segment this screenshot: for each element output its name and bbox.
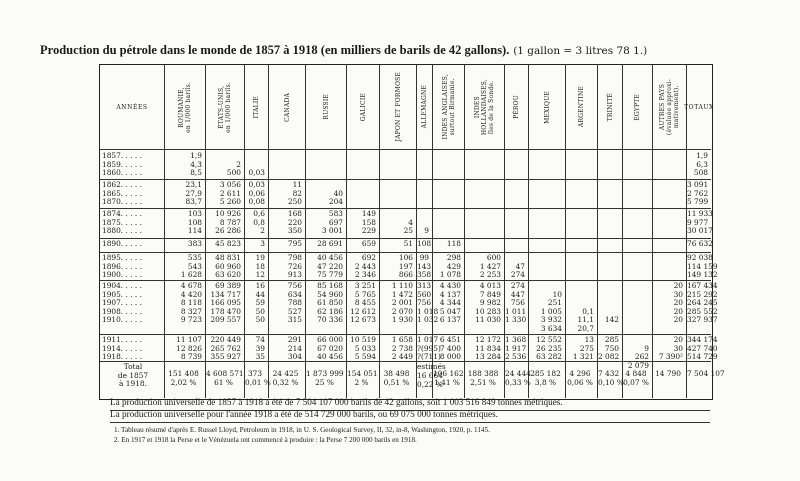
- table-cell: 9: [424, 226, 429, 235]
- column-header: [505, 65, 528, 149]
- table-cell: 4 678 4 420 8 118 8 327 9 723: [180, 281, 202, 324]
- table-cell: 756 634 788 527 315: [287, 281, 302, 324]
- year-cell: Total de 1857 à 1918.: [117, 362, 149, 388]
- table-cell: 23,1 27,9 83,7: [185, 180, 202, 206]
- column-header-label: MEXIQUE: [543, 90, 551, 124]
- table-cell: 85 168 54 960 61 850 62 186 70 336: [317, 281, 343, 324]
- column-header: [465, 65, 504, 149]
- title-main: Production du pétrole dans le monde de 1857 à 1918 (en milliers de barils de 42 gallons).: [40, 43, 510, 57]
- table-cell: 1 368 1 917 2 536: [505, 335, 527, 361]
- table-cell: 16 44 59 50 50: [255, 281, 265, 324]
- column-header: [598, 65, 622, 149]
- table-cell: 10 251 1 005 3 932 3 634: [540, 289, 562, 333]
- table-cell: 38 498 0,51 %: [383, 369, 410, 387]
- table-cell: 12 552 26 235 63 282: [536, 335, 562, 361]
- summary-line-2: La production universelle pour l'année 1918 a été de 514 729 000 barils, ou 69 075 000 tonnes métriques.: [110, 409, 498, 419]
- table-cell: 4 25: [403, 217, 413, 235]
- table-cell: 20 30 20 20 20: [673, 281, 683, 324]
- footnote-2: 2. En 1917 et 1918 la Perse et le Vénézuela ont commencé à produire : la Perse 7 200 000 barils en 1918.: [114, 436, 417, 444]
- table-cell: 344 174 427 740 514 729: [687, 335, 718, 361]
- table-cell: 13 275 1 321: [572, 335, 594, 361]
- table-cell: 11 933 9 977 30 017: [687, 209, 713, 235]
- table-cell: 1 017 ?(995) ?(711): [417, 335, 441, 361]
- table-cell: 3: [260, 239, 265, 248]
- table-cell: 12 172 11 834 13 284: [475, 335, 501, 361]
- table-cell: 2 500: [226, 159, 241, 177]
- table-cell: 3 251 5 765 8 455 12 612 12 673: [350, 281, 376, 324]
- year-cell: 1911. . . . . 1914. . . . . 1918. . . . .: [102, 335, 142, 361]
- column-header-label: GALICIE: [359, 92, 367, 122]
- table-cell: 1 110 1 472 2 001 2 070 1 930: [391, 281, 413, 324]
- column-header-label: JAPON ET FORMOSE: [394, 72, 402, 142]
- table-cell: 168 220 350: [287, 209, 302, 235]
- table-cell: 188 388 2,51 %: [467, 369, 499, 387]
- table-cell: 220 449 265 762 355 927: [210, 335, 241, 361]
- table-cell: 11 82 250: [287, 180, 302, 206]
- column-header-label: ÉGYPTE: [634, 93, 641, 121]
- table-cell: 51: [403, 239, 413, 248]
- column-header: [433, 65, 464, 149]
- column-header-label: AUTRES PAYS (évaluée approxi- mativement).: [659, 78, 680, 136]
- column-header: [245, 65, 268, 149]
- summary-line-1: La production universelle de 1857 à 1918 a été de 7 504 107 000 barils de 42 gallons, soit 1 003 516 849 tonnes métriques.: [110, 397, 563, 407]
- table-cell: 4 296 0,06 %: [567, 369, 593, 387]
- table-cell: 154 051 2 %: [347, 369, 378, 387]
- table-cell: 103 108 114: [187, 209, 202, 235]
- table-cell: 149 158 229: [361, 209, 376, 235]
- table-cell: 45 823: [215, 239, 241, 248]
- column-header: [529, 65, 565, 149]
- table-cell: 1,9 4,3 8,5: [190, 151, 202, 177]
- footnote-divider: [110, 422, 710, 423]
- column-header: [347, 65, 379, 149]
- table-cell: 20 30 7 390²: [658, 335, 683, 361]
- title-note: (1 gallon = 3 litres 78 1.): [513, 45, 648, 57]
- column-header: [623, 65, 652, 149]
- table-cell: 11 107 12 826 8 739: [176, 335, 202, 361]
- table-cell: 47 274: [510, 261, 525, 279]
- table-cell: 600 1 427 2 253: [479, 253, 501, 279]
- table-cell: 0,6 0,8 2: [253, 209, 265, 235]
- table-cell: 298 429 1 078: [439, 253, 461, 279]
- table-cell: 69 389 134 717 166 095 178 470 209 557: [210, 281, 241, 324]
- table-cell: 14 790: [655, 369, 681, 378]
- table-cell: 7 504 107: [687, 369, 725, 378]
- column-header-label: ÉTATS-UNIS, en 1/000 barils.: [218, 81, 232, 133]
- table-cell: 66 000 67 020 40 456: [317, 335, 343, 361]
- table-cell: 3 056 2 611 5 260: [219, 180, 241, 206]
- table-cell: 10 519 5 033 5 594: [350, 335, 376, 361]
- table-cell: 40 456 47 220 75 779: [317, 253, 343, 279]
- year-cell: 1895. . . . . 1896. . . . . 1900. . . . .: [102, 253, 142, 279]
- page-title: [40, 43, 800, 58]
- table-cell: 535 543 1 628: [180, 253, 202, 279]
- year-cell: 1874. . . . . 1875. . . . . 1880. . . . .: [102, 209, 142, 235]
- table-cell: estimés 16 664 0,22 %: [417, 362, 446, 389]
- table-cell: 108: [417, 239, 432, 248]
- column-header: [165, 65, 205, 149]
- table-cell: 373 0,01 %: [245, 369, 271, 387]
- column-header: [100, 65, 164, 149]
- column-header: [653, 65, 686, 149]
- table-cell: 7 432 0,10 %: [598, 369, 624, 387]
- table-cell: 1 873 999 25 %: [306, 369, 344, 387]
- table-cell: 106 197 866: [398, 253, 413, 279]
- column-header: [269, 65, 305, 149]
- table-cell: 285 182 3,8 %: [530, 369, 561, 387]
- year-cell: 1862. . . . . 1865. . . . . 1870. . . . .: [102, 180, 142, 206]
- table-cell: 99 143 358: [417, 253, 432, 279]
- table-cell: 92 038 114 159 149 132: [687, 253, 718, 279]
- column-header-label: INDES HOLLANDAISES, îles de la Sonde.: [474, 78, 495, 136]
- column-header: [306, 65, 346, 149]
- table-cell: 118: [446, 239, 461, 248]
- table-cell: 4 430 4 137 4 344 5 047 6 137: [439, 281, 461, 324]
- year-cell: 1890. . . . .: [102, 239, 142, 248]
- column-header-label: ITALIE: [253, 95, 260, 119]
- table-cell: 1,9 6,3 508: [693, 151, 708, 177]
- table-cell: 659: [361, 239, 376, 248]
- table-cell: 0,1 11,1 20,7: [577, 306, 594, 333]
- table-cell: 19 18 12: [255, 253, 265, 279]
- table-cell: 76 632: [687, 239, 713, 248]
- table-cell: 142: [604, 315, 619, 324]
- column-header: [566, 65, 597, 149]
- column-header-label: CANADA: [283, 92, 291, 122]
- table-cell: 6 451 7 400 8 000: [439, 335, 461, 361]
- table-cell: 3 091 2 762 5 799: [687, 180, 709, 206]
- column-header-label: ARGENTINE: [578, 86, 585, 128]
- table-cell: 48 831 60 960 63 620: [215, 253, 241, 279]
- year-cell: 1904. . . . . 1905. . . . . 1907. . . . . 1908. . . . . 1910. . . . .: [102, 281, 142, 324]
- table-cell: 313 560 756 1 018 1 032: [417, 281, 439, 324]
- column-header-label: ROUMANIE, en 1/000 barils.: [178, 81, 192, 133]
- table-cell: 583 697 3 001: [321, 209, 343, 235]
- table-cell: 40 204: [328, 188, 343, 206]
- table-cell: 692 2 443 2 346: [354, 253, 376, 279]
- column-header-label: TOTAUX: [684, 103, 714, 111]
- table-cell: 798 726 913: [287, 253, 302, 279]
- table-cell: 4 013 7 849 9 982 10 283 11 030: [475, 281, 501, 324]
- column-header-label: PÉROU: [513, 95, 520, 119]
- table-cell: 9 262 2 079: [627, 343, 649, 370]
- column-header: [206, 65, 244, 149]
- table-cell: 285 750 2 082: [598, 335, 620, 361]
- column-header-label: INDES ANGLAISES, surtout Birmanie.: [441, 74, 456, 140]
- table-cell: 795: [287, 239, 302, 248]
- column-header-label: TRINITÉ: [606, 92, 614, 122]
- column-header-label: RUSSIE: [322, 94, 330, 120]
- table-cell: 167 434 215 292 264 245 285 552 327 937: [687, 281, 718, 324]
- table-cell: 0,03: [248, 168, 265, 177]
- row-divider: [99, 149, 711, 150]
- table-cell: 0,03 0,06 0,08: [248, 180, 265, 206]
- column-header: [417, 65, 432, 149]
- footnote-1: 1. Tableau résumé d'après E. Russel Lloyd, Petroleum in 1918, in U. S. Geological Survey, II, 32, in-8, Washington, 1920, p. 1145.: [114, 426, 490, 434]
- table-cell: 10 926 8 787 26 286: [215, 209, 241, 235]
- table-cell: 24 425 0,32 %: [272, 369, 299, 387]
- table-cell: 24 444 0,33 %: [505, 369, 531, 387]
- table-cell: 74 39 35: [255, 335, 265, 361]
- column-header-label: ANNÉES: [116, 103, 148, 111]
- column-header: [684, 65, 714, 149]
- column-header: [380, 65, 416, 149]
- year-cell: 1857. . . . . 1859. . . . . 1860. . . . .: [102, 151, 142, 177]
- table-cell: 291 214 304: [287, 335, 302, 361]
- table-cell: 151 408 2,02 %: [168, 369, 199, 387]
- table-cell: 4 848 0,07 %: [623, 369, 649, 387]
- table-cell: 106 162 1,41 %: [433, 369, 464, 387]
- table-cell: 28 691: [317, 239, 343, 248]
- table-cell: 4 608 571 61 %: [206, 369, 244, 387]
- table-cell: 1 658 2 738 2 449: [391, 335, 413, 361]
- column-header-label: ALLEMAGNE: [421, 85, 428, 129]
- table-cell: 274 447 756 1 011 1 330: [505, 281, 527, 324]
- table-cell: 383: [187, 239, 202, 248]
